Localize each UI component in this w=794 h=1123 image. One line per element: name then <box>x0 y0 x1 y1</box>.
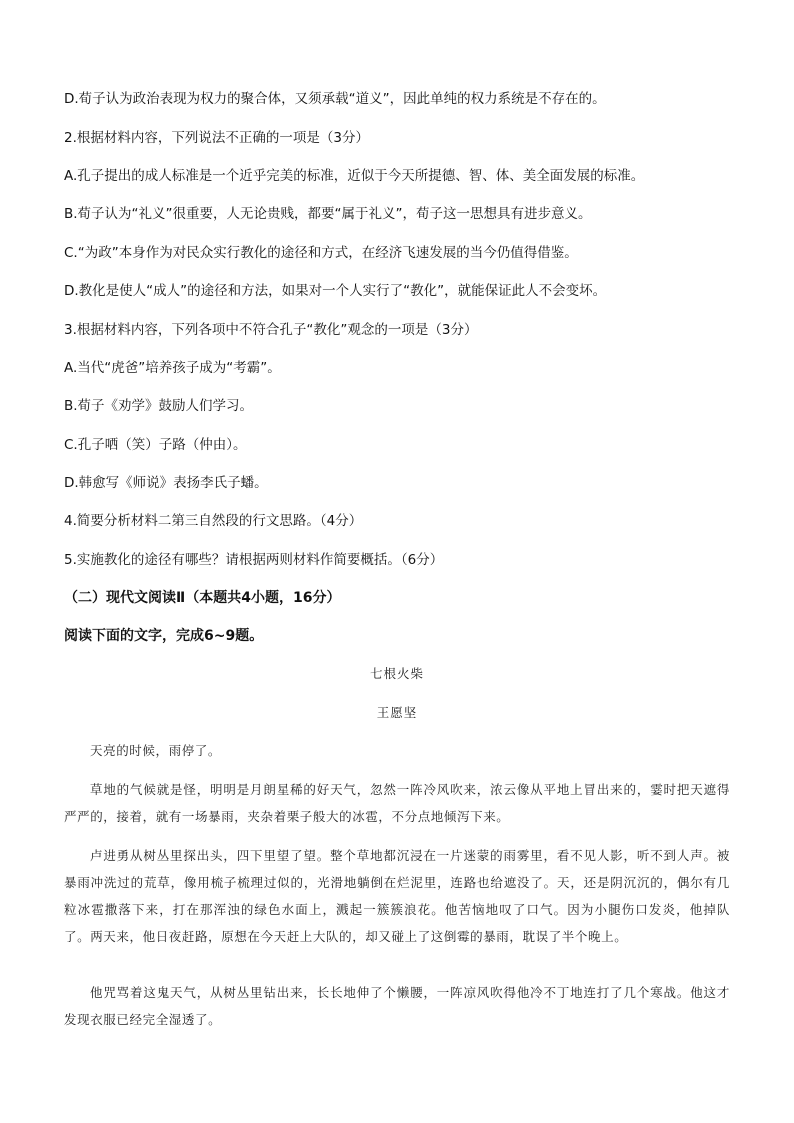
q3-stem: 3.根据材料内容，下列各项中不符合孔子“教化”观念的一项是（3分） <box>64 322 478 338</box>
q3-option-c: C.孔子哂（笑）子路（仲由）。 <box>64 437 247 453</box>
q2-option-c: C.“为政”本身作为对民众实行教化的途径和方式，在经济飞速发展的当今仍值得借鉴。 <box>64 245 578 261</box>
section-heading: （二）现代文阅读Ⅱ（本题共4小题，16分） <box>64 590 341 606</box>
story-paragraph: 他咒骂着这鬼天气，从树丛里钻出来，长长地伸了个懒腰，一阵凉风吹得他冷不丁地连打了几个寒战。他这才发现衣服已经完全湿透了。 <box>64 985 730 1027</box>
story-author: 王愿坚 <box>376 705 418 720</box>
q3-option-d: D.韩愈写《师说》表扬李氏子蟠。 <box>64 475 268 491</box>
q3-option-b: B.荀子《劝学》鼓励人们学习。 <box>64 398 254 414</box>
q3-option-a: A.当代“虎爸”培养孩子成为“考霸”。 <box>64 360 281 376</box>
q5-stem: 5.实施教化的途径有哪些？请根据两则材料作简要概括。（6分） <box>64 552 444 568</box>
q2-option-b: B.荀子认为“礼义”很重要，人无论贵贱，都要“属于礼义”，荀子这一思想具有进步意义。 <box>64 206 592 222</box>
q1-option-d: D.荀子认为政治表现为权力的聚合体，又须承载“道义”，因此单纯的权力系统是不存在的。 <box>64 91 606 107</box>
q2-option-d: D.教化是使人“成人”的途径和方法，如果对一个人实行了“教化”，就能保证此人不会变坏。 <box>64 283 607 299</box>
story-title: 七根火柴 <box>369 666 424 681</box>
story-paragraph: 天亮的时候，雨停了。 <box>90 743 222 758</box>
reading-instruction: 阅读下面的文字，完成6~9题。 <box>64 628 264 644</box>
q2-option-a: A.孔子提出的成人标准是一个近乎完美的标准，近似于今天所提德、智、体、美全面发展的标准。 <box>64 168 645 184</box>
story-paragraph: 卢进勇从树丛里探出头，四下里望了望。整个草地都沉浸在一片迷蒙的雨雾里，看不见人影，听不到人声。被暴雨冲洗过的荒草，像用梳子梳理过似的，光滑地躺倒在烂泥里，连路也给遮没了。天，还是阴沉沉的，偶尔有几粒冰雹撒落下来，打在那浑浊的绿色水面上，溅起一簇簇浪花。他苦恼地叹了口气。因为小腿伤口发炎，他掉队了。两天来，他日夜赶路，原想在今天赶上大队的，却又碰上了这倒霉的暴雨，耽误了半个晚上。 <box>64 848 730 944</box>
q2-stem: 2.根据材料内容，下列说法不正确的一项是（3分） <box>64 130 369 146</box>
q4-stem: 4.简要分析材料二第三自然段的行文思路。（4分） <box>64 513 363 529</box>
story-paragraph: 草地的气候就是怪，明明是月朗星稀的好天气，忽然一阵冷风吹来，浓云像从平地上冒出来的，霎时把天遮得严严的，接着，就有一场暴雨，夹杂着栗子般大的冰雹，不分点地倾泻下来。 <box>64 782 730 824</box>
